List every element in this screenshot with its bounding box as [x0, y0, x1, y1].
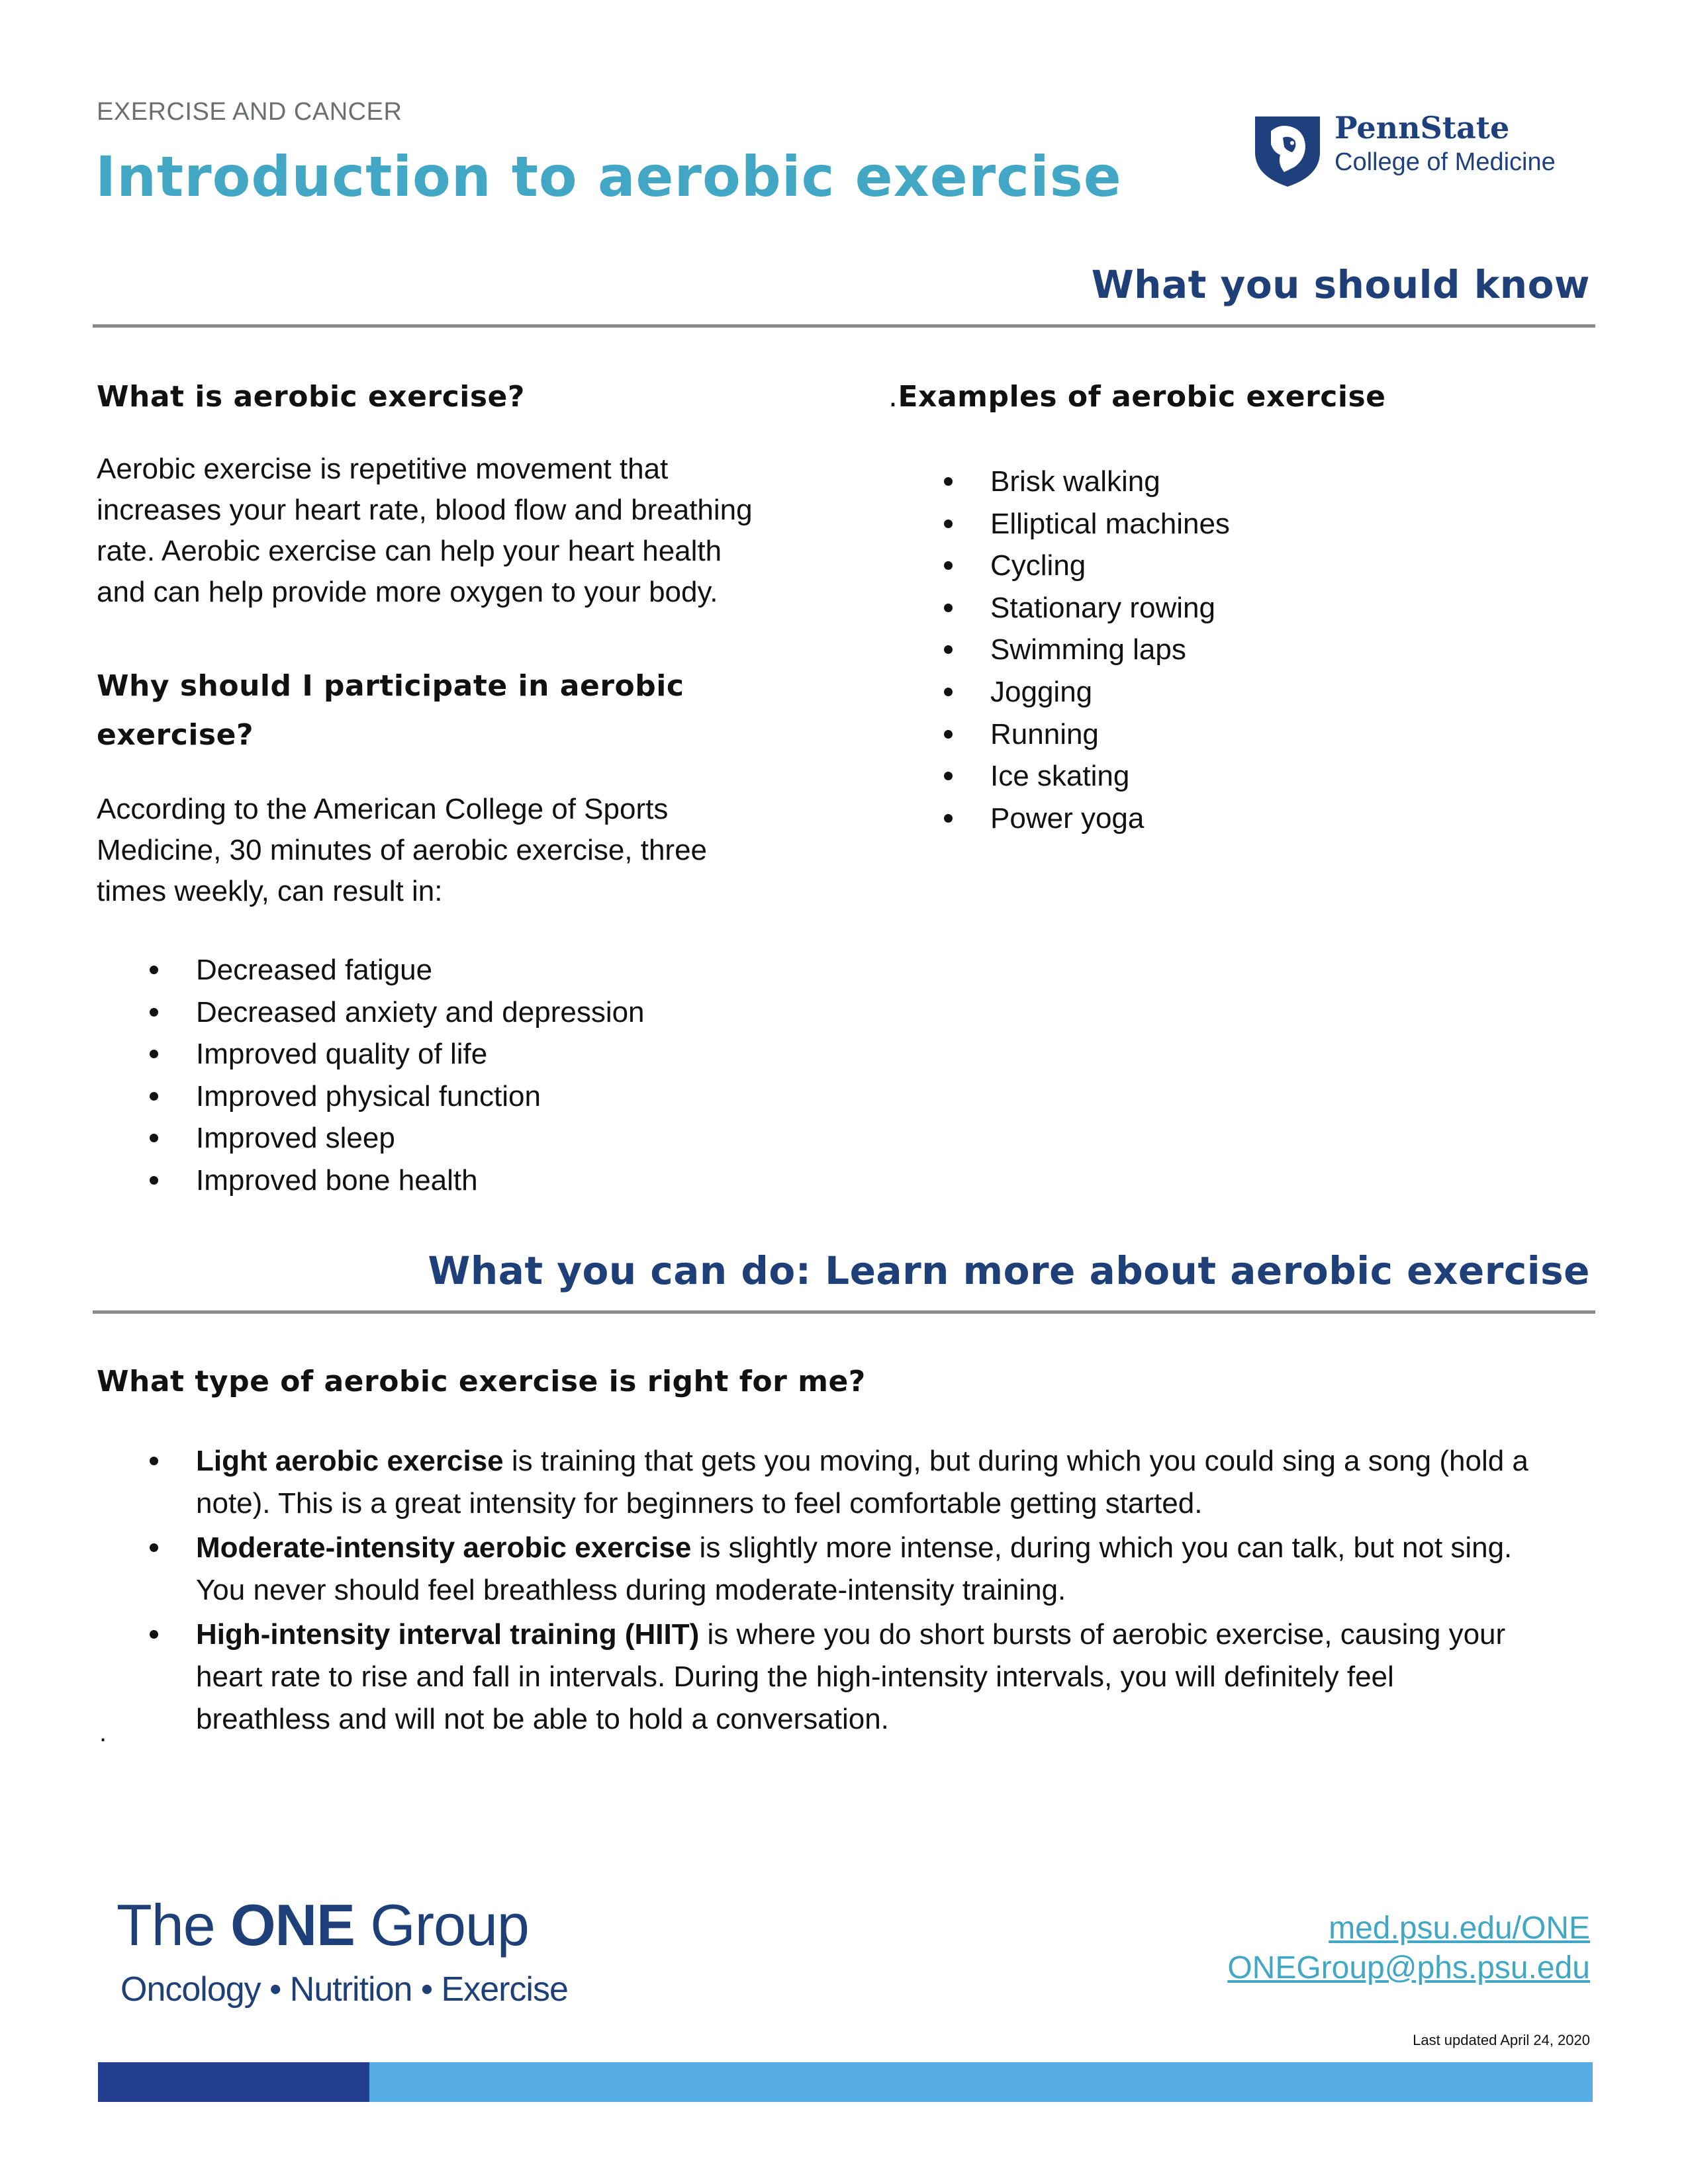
term-hiit: High-intensity interval training (HIIT) — [196, 1618, 700, 1651]
footer-bar-light — [369, 2062, 1593, 2102]
paragraph-line: Medicine, 30 minutes of aerobic exercise, three — [97, 834, 708, 866]
list-item: Improved bone health — [196, 1160, 645, 1202]
list-item: Decreased anxiety and depression — [196, 991, 645, 1034]
examples-heading — [888, 380, 1386, 414]
stray-period: . — [99, 1718, 107, 1747]
question-which-type: What type of aerobic exercise is right for me? — [97, 1365, 866, 1398]
list-item: Brisk walking — [990, 461, 1230, 503]
logo-name: PennState — [1335, 110, 1510, 146]
document-kicker: EXERCISE AND CANCER — [97, 98, 402, 126]
list-item-continuation: breathless and will not be able to hold a conversation. — [196, 1702, 889, 1735]
list-item: Ice skating — [990, 755, 1230, 797]
section-heading-do: What you can do: Learn more about aerobic exercise — [428, 1248, 1590, 1293]
logo-title-part: Group — [354, 1892, 529, 1958]
list-item: Improved physical function — [196, 1075, 645, 1118]
question-line: exercise? — [97, 718, 254, 752]
one-group-logo-title — [117, 1891, 529, 1959]
email-link[interactable]: ONEGroup@phs.psu.edu — [1227, 1950, 1590, 1985]
term-light: Light aerobic exercise — [196, 1445, 504, 1477]
list-item: Power yoga — [990, 797, 1230, 840]
section-heading-know: What you should know — [1091, 262, 1590, 307]
paragraph-definition — [97, 449, 825, 613]
last-updated: Last updated April 24, 2020 — [1413, 2032, 1590, 2048]
footer-bar-dark — [98, 2062, 369, 2102]
logo-title-bold: ONE — [230, 1892, 355, 1958]
logo-subtitle: College of Medicine — [1335, 148, 1556, 176]
examples-list — [990, 461, 1230, 839]
list-item: Moderate-intensity aerobic exercise is slightly more intense, during which you can talk, but not sing. You never should feel breathless during moderate-intensity training. — [196, 1527, 1599, 1611]
list-item: Light aerobic exercise is training that gets you moving, but during which you could sing a song (hold a note). This is a great intensity for beginners to feel comfortable getting started. — [196, 1440, 1599, 1524]
list-item: Jogging — [990, 671, 1230, 713]
paragraph-line: Aerobic exercise is repetitive movement that — [97, 453, 669, 485]
logo-title-part: The — [117, 1892, 231, 1958]
list-item: Improved sleep — [196, 1117, 645, 1160]
pennstate-logo — [1251, 107, 1569, 190]
list-item: Stationary rowing — [990, 587, 1230, 629]
paragraph-line: rate. Aerobic exercise can help your heart health — [97, 535, 722, 567]
list-item-continuation: heart rate to rise and fall in intervals. During the high-intensity intervals, you will definitely feel — [196, 1660, 1394, 1693]
question-what-is: What is aerobic exercise? — [97, 380, 525, 414]
question-why — [97, 662, 684, 760]
list-item-continuation: You never should feel breathless during moderate-intensity training. — [196, 1573, 1066, 1606]
benefits-list — [196, 949, 645, 1202]
paragraph-acsm — [97, 789, 825, 912]
paragraph-line: increases your heart rate, blood flow and breathing — [97, 494, 753, 526]
list-item: Elliptical machines — [990, 503, 1230, 545]
stray-period: . — [888, 380, 898, 414]
paragraph-line: According to the American College of Sports — [97, 793, 669, 825]
list-item: Improved quality of life — [196, 1033, 645, 1075]
section-divider — [93, 1310, 1595, 1314]
list-item: Running — [990, 713, 1230, 756]
website-link[interactable]: med.psu.edu/ONE — [1329, 1911, 1590, 1946]
list-item: Decreased fatigue — [196, 949, 645, 991]
paragraph-line: times weekly, can result in: — [97, 875, 443, 907]
list-item: Cycling — [990, 545, 1230, 587]
question-line: Why should I participate in aerobic — [97, 669, 684, 703]
exercise-types-list — [196, 1440, 1599, 1743]
section-divider — [93, 324, 1595, 328]
one-group-logo-subtitle: Oncology • Nutrition • Exercise — [120, 1970, 568, 2009]
list-item: Swimming laps — [990, 629, 1230, 671]
nittany-lion-shield-icon — [1251, 111, 1324, 189]
list-item: High-intensity interval training (HIIT) is where you do short bursts of aerobic exercise, causing your heart rate to rise and fall in intervals. During the high-intensity intervals, you will definitely feel breathless and will not be able to hold a conversation. — [196, 1614, 1599, 1740]
term-moderate: Moderate-intensity aerobic exercise — [196, 1531, 692, 1565]
list-item-continuation: note). This is a great intensity for beginners to feel comfortable getting started. — [196, 1486, 1203, 1520]
paragraph-line: and can help provide more oxygen to your body. — [97, 576, 718, 608]
page-title: Introduction to aerobic exercise — [95, 144, 1122, 209]
examples-heading-text: Examples of aerobic exercise — [898, 380, 1386, 414]
